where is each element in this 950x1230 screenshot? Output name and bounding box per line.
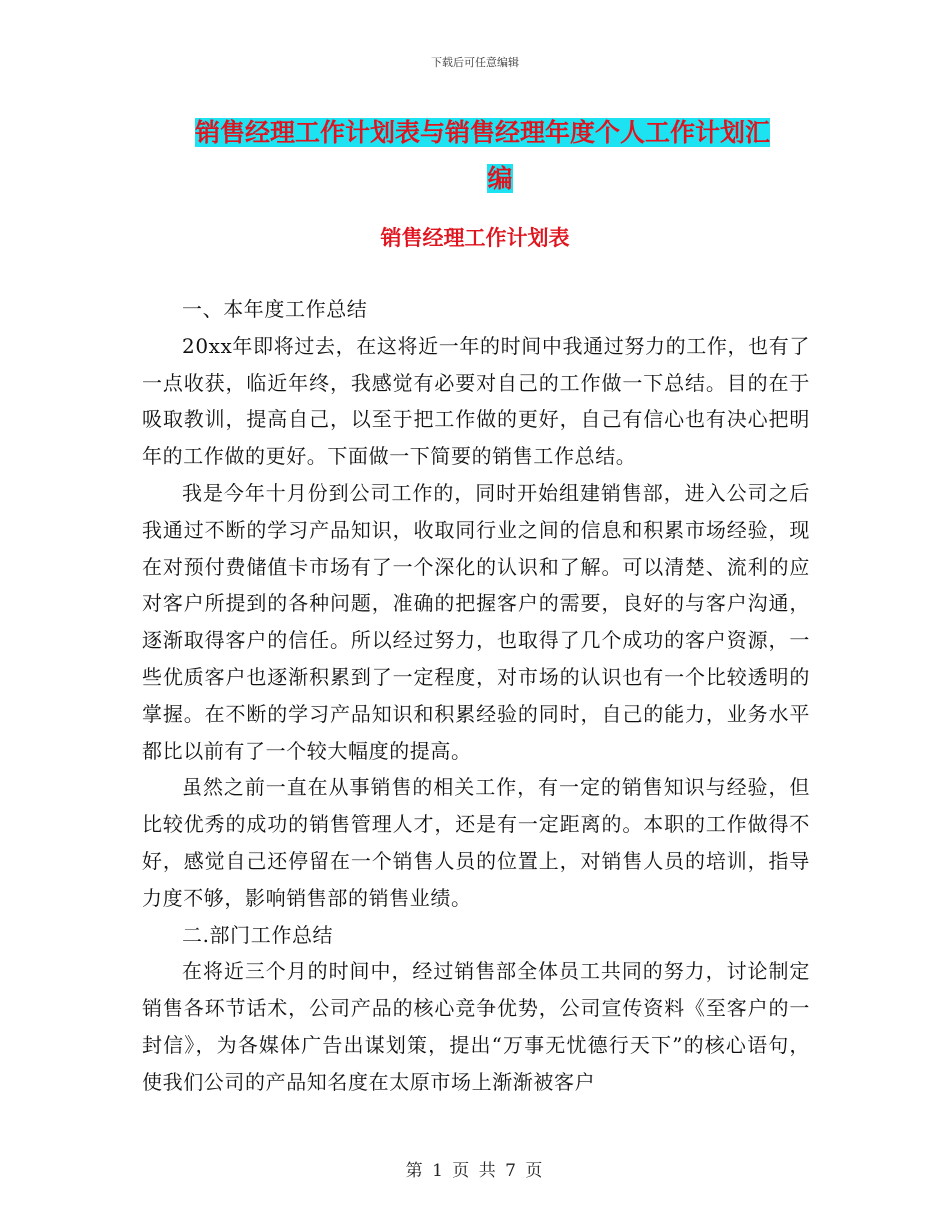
paragraph: 在将近三个月的时间中，经过销售部全体员工共同的努力，讨论制定销售各环节话术，公司产品的核心竞争优势，公司宣传资料《至客户的一封信》，为各媒体广告出谋划策，提出“万事无忧德行天下”的核心语句，使我们公司的产品知名度在太原市场上渐渐被客户 — [142, 959, 810, 1094]
header-note: 下载后可任意编辑 — [431, 56, 519, 69]
page-footer: 第 1 页 共 7 页 — [405, 1161, 545, 1181]
section-title: 销售经理工作计划表 — [380, 226, 570, 250]
paragraph: 我是今年十月份到公司工作的，同时开始组建销售部，进入公司之后我通过不断的学习产品知识，收取同行业之间的信息和积累市场经验，现在对预付费储值卡市场有了一个深化的认识和了解。可以清楚、流利的应对客户所提到的各种问题，准确的把握客户的需要，良好的与客户沟通，逐渐取得客户的信任。所以经过努力，也取得了几个成功的客户资源，一些优质客户也逐渐积累到了一定程度，对市场的认识也有一个比较透明的掌握。在不断的学习产品知识和积累经验的同时，自己的能力，业务水平都比以前有了一个较大幅度的提高。 — [142, 480, 810, 763]
document-title-line1: 销售经理工作计划表与销售经理年度个人工作计划汇 — [195, 118, 771, 147]
paragraph: 虽然之前一直在从事销售的相关工作，有一定的销售知识与经验，但比较优秀的成功的销售管理人才，还是有一定距离的。本职的工作做得不好，感觉自己还停留在一个销售人员的位置上，对销售人员的培训，指导力度不够，影响销售部的销售业绩。 — [142, 775, 810, 910]
document-title-line2: 编 — [487, 164, 513, 193]
document-body — [142, 291, 810, 1101]
section-heading-department-summary: 二.部门工作总结 — [182, 922, 334, 947]
paragraph: 20xx年即将过去，在这将近一年的时间中我通过努力的工作，也有了一点收获，临近年终，我感觉有必要对自己的工作做一下总结。目的在于吸取教训，提高自己，以至于把工作做的更好，自己有信心也有决心把明年的工作做的更好。下面做一下简要的销售工作总结。 — [142, 333, 810, 469]
document-title — [195, 110, 805, 202]
section-heading-annual-summary: 一、本年度工作总结 — [182, 297, 368, 321]
